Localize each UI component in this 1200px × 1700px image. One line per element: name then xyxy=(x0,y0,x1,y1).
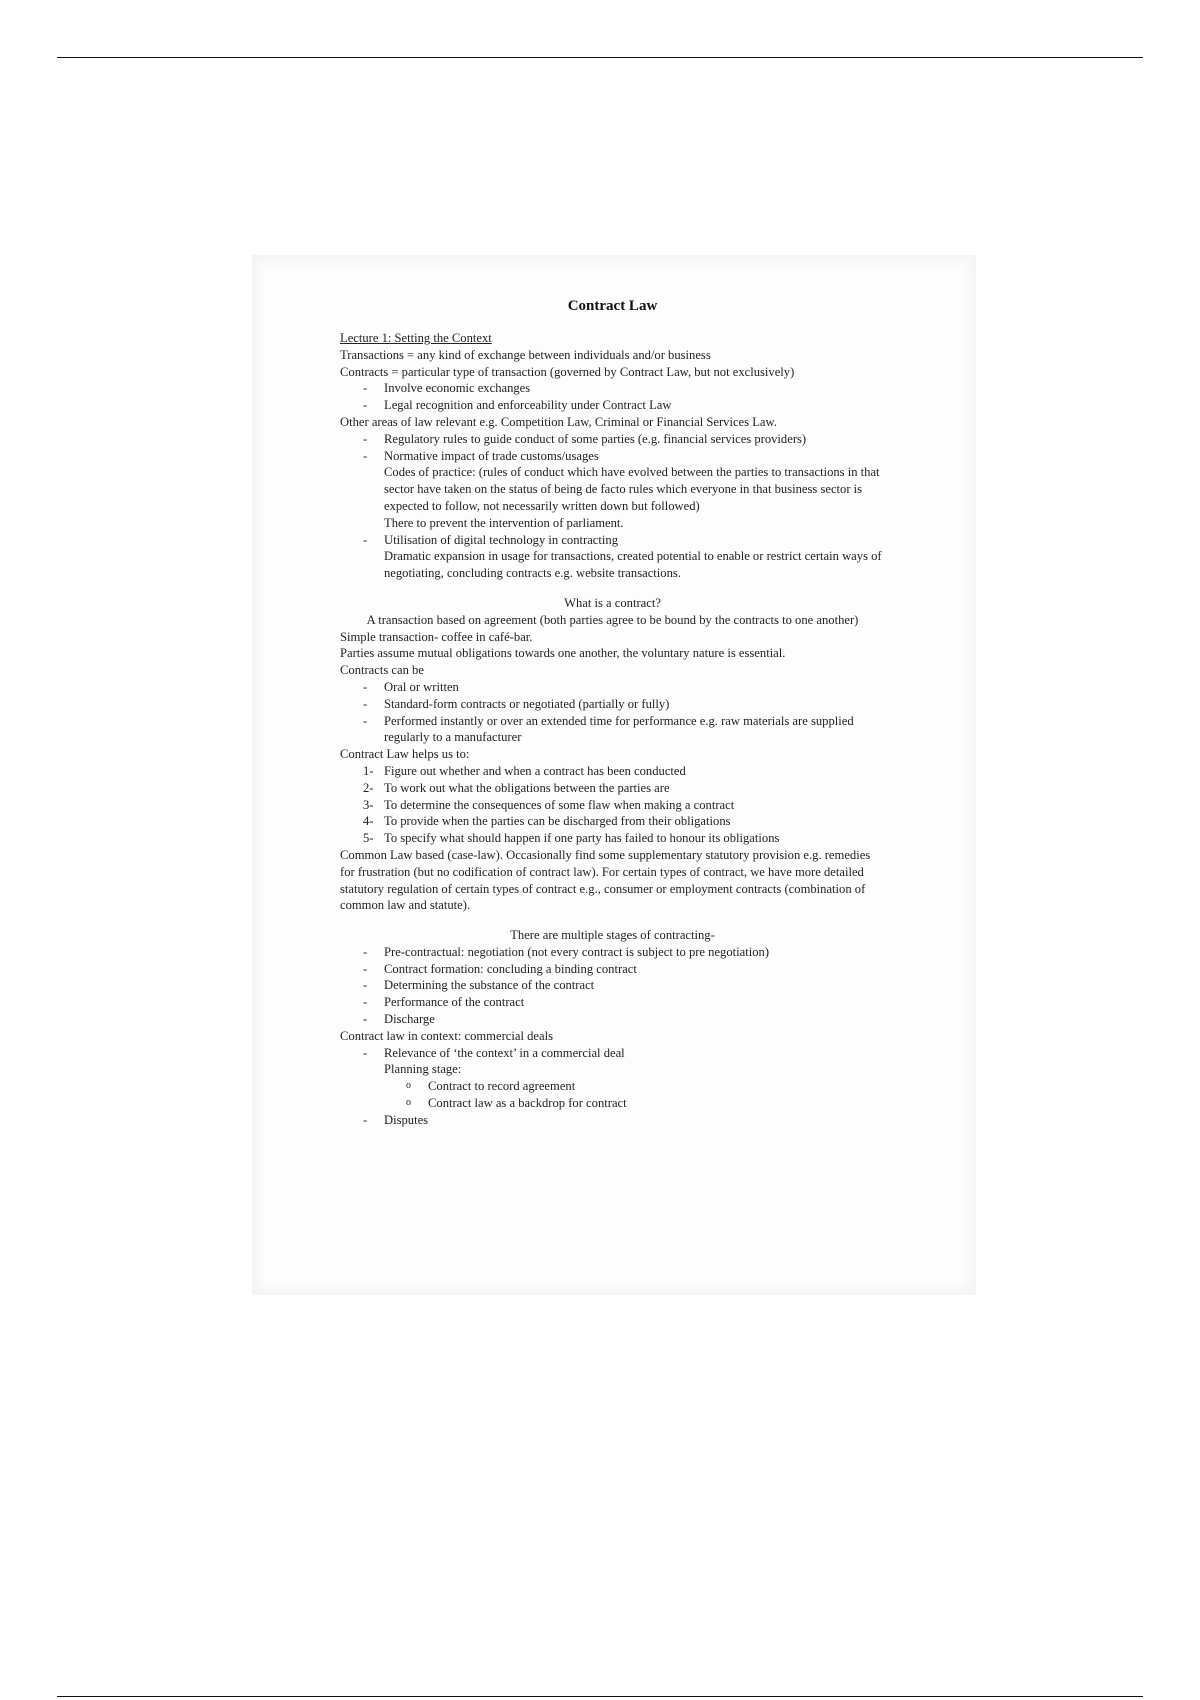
list-item: - Involve economic exchanges xyxy=(340,380,885,397)
list-item: - Pre-contractual: negotiation (not every contract is subject to pre negotiation) xyxy=(340,944,885,961)
document-body xyxy=(340,296,885,1129)
list-text: To specify what should happen if one party has failed to honour its obligations xyxy=(384,831,780,846)
top-rule xyxy=(57,57,1143,58)
other-areas: Other areas of law relevant e.g. Competition Law, Criminal or Financial Services Law. xyxy=(340,414,777,429)
list-item: - Legal recognition and enforceability under Contract Law xyxy=(340,397,885,414)
list-item: - Contract formation: concluding a binding contract xyxy=(340,961,885,978)
intro-line: Contracts = particular type of transaction (governed by Contract Law, but not exclusively) xyxy=(340,364,795,379)
list-item xyxy=(340,763,885,780)
list-item: - Standard-form contracts or negotiated (partially or fully) xyxy=(340,696,885,713)
list-text: To determine the consequences of some flaw when making a contract xyxy=(384,797,735,812)
list-item: - Disputes xyxy=(340,1112,885,1129)
codes-of-practice: Codes of practice: (rules of conduct which have evolved between the parties to transactions in that sector have taken on the status of being de facto rules which everyone in that business sector is expected to follow, not necessarily written down but followed) xyxy=(384,465,880,513)
simple-transaction: Simple transaction- coffee in café-bar. xyxy=(340,629,533,644)
disputes-bullets xyxy=(340,1112,885,1129)
intro-line: Transactions = any kind of exchange between individuals and/or business xyxy=(340,347,711,362)
stages-list xyxy=(340,944,885,1028)
list-item xyxy=(340,813,885,830)
list-item: - Utilisation of digital technology in contracting xyxy=(340,532,885,549)
bottom-rule xyxy=(57,1696,1143,1697)
list-item: - Discharge xyxy=(340,1011,885,1028)
list-number: 4- xyxy=(363,814,374,829)
can-be-bullets xyxy=(340,679,885,746)
contract-bullets xyxy=(340,380,885,414)
list-number: 5- xyxy=(363,831,374,846)
list-item: o Contract law as a backdrop for contract xyxy=(340,1095,885,1112)
planning-stage: Planning stage: xyxy=(384,1062,462,1077)
list-text: To work out what the obligations between the parties are xyxy=(384,780,670,795)
other-bullets xyxy=(340,431,885,465)
helps-heading: Contract Law helps us to: xyxy=(340,747,470,762)
list-item: - Determining the substance of the contract xyxy=(340,977,885,994)
what-is-heading: What is a contract? xyxy=(564,595,661,610)
list-number: 1- xyxy=(363,763,374,778)
context-bullets xyxy=(340,1045,885,1062)
digital-bullets xyxy=(340,532,885,549)
list-item: - Performance of the contract xyxy=(340,994,885,1011)
document-title: Contract Law xyxy=(567,298,658,314)
list-item: - Regulatory rules to guide conduct of some parties (e.g. financial services providers) xyxy=(340,431,885,448)
list-item: - Normative impact of trade customs/usages xyxy=(340,448,885,465)
stages-heading: There are multiple stages of contracting- xyxy=(510,928,715,943)
what-is-definition: A transaction based on agreement (both parties agree to be bound by the contracts to one another) xyxy=(366,612,859,627)
list-item: o Contract to record agreement xyxy=(340,1078,885,1095)
list-text: Figure out whether and when a contract has been conducted xyxy=(384,763,686,778)
mutual-obligations: Parties assume mutual obligations towards one another, the voluntary nature is essential. xyxy=(340,646,786,661)
list-item xyxy=(340,780,885,797)
prevent-parliament: There to prevent the intervention of parliament. xyxy=(384,515,624,530)
contracts-can-be: Contracts can be xyxy=(340,663,424,678)
lecture-heading: Lecture 1: Setting the Context xyxy=(340,331,492,345)
list-item xyxy=(340,797,885,814)
list-text: To provide when the parties can be discharged from their obligations xyxy=(384,814,731,829)
list-item: - Relevance of ‘the context’ in a commercial deal xyxy=(340,1045,885,1062)
list-number: 2- xyxy=(363,780,374,795)
list-item: - Performed instantly or over an extended time for performance e.g. raw materials are supplied regularly to a manufacturer xyxy=(340,713,885,747)
common-law-paragraph: Common Law based (case-law). Occasionally find some supplementary statutory provision e.g. remedies for frustration (but no codification of contract law). For certain types of contract, we have more detailed statutory regulation of certain types of contract e.g., consumer or employment contracts (combination of common law and statute). xyxy=(340,847,871,913)
list-item: - Oral or written xyxy=(340,679,885,696)
list-item xyxy=(340,830,885,847)
context-heading: Contract law in context: commercial deals xyxy=(340,1028,553,1043)
list-number: 3- xyxy=(363,797,374,812)
digital-detail: Dramatic expansion in usage for transactions, created potential to enable or restrict certain ways of negotiating, concluding contracts e.g. website transactions. xyxy=(384,549,882,581)
planning-items xyxy=(340,1078,885,1112)
helps-list xyxy=(340,763,885,847)
